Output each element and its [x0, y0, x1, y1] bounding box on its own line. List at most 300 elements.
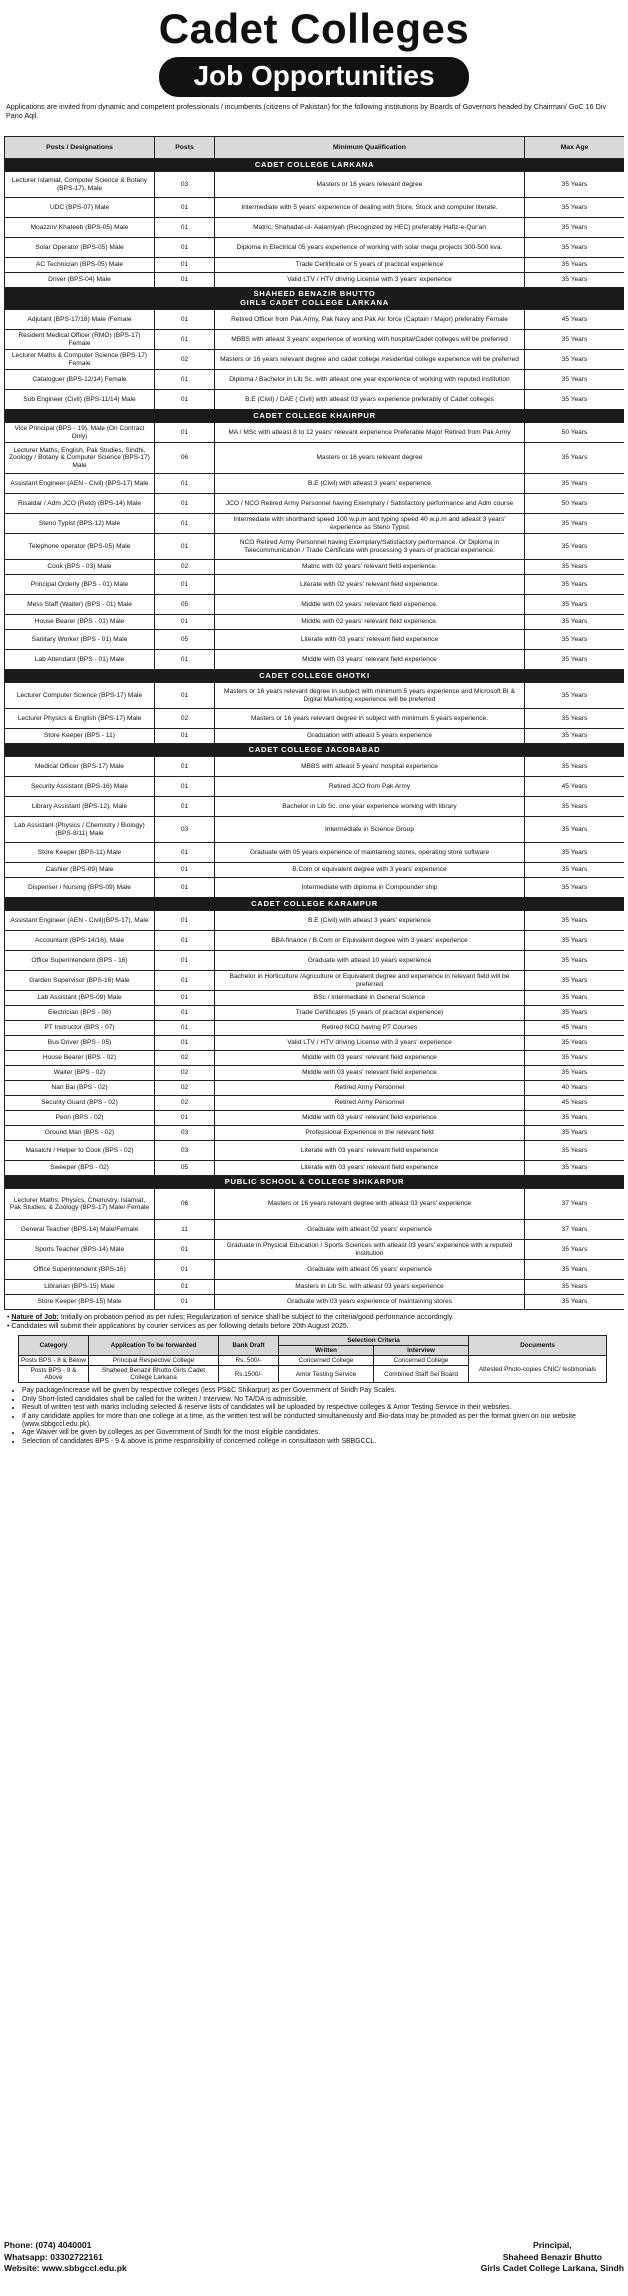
post-designation: Lecturer Maths & Computer Science (BPS-17) Female	[5, 350, 155, 370]
qualification: Retired Army Personnel	[215, 1081, 525, 1096]
max-age: 45 Years	[525, 777, 625, 797]
section-title-line: CADET COLLEGE GHOTKI	[259, 670, 370, 680]
footer	[4, 2240, 624, 2290]
sel-cell: Principal Respective College	[89, 1355, 219, 1365]
sel-header-documents: Documents	[469, 1335, 607, 1355]
post-designation: Security Guard (BPS - 02)	[5, 1096, 155, 1111]
max-age: 35 Years	[525, 1260, 625, 1280]
qualification: JCO / NCO Retired Army Personnel having Exemplary / Satisfactory performance and Adm course	[215, 494, 525, 514]
condition-item: • If any candidate applies for more than one college at a time, as the written test will be conducted simultaneously and Bio-data may be provided as per the format given on our website (www.sbbgccl.edu.pk).	[22, 1413, 621, 1430]
qualification: B.E (Civil) / DAE ( Civil) with atleast 03 years experience preferably of Cadet colleges	[215, 390, 525, 410]
section-title	[5, 288, 625, 310]
qualification: Middle with 03 years' relevant field experience	[215, 650, 525, 670]
qualification: Graduate with atleast 10 years experience	[215, 951, 525, 971]
post-count: 01	[155, 494, 215, 514]
max-age: 35 Years	[525, 218, 625, 238]
signatory-title: Principal,	[533, 2240, 572, 2250]
post-designation: Office Superintendent (BPS-16)	[5, 1260, 155, 1280]
section-title	[5, 159, 625, 172]
table-row	[5, 931, 625, 951]
post-count: 01	[155, 1295, 215, 1310]
post-count: 01	[155, 757, 215, 777]
post-designation: Moazzin/ Khateeb (BPS-05) Male	[5, 218, 155, 238]
qualification: MBBS with atleast 3 years' experience of working with hospital/Cadet colleges will be preferred	[215, 330, 525, 350]
table-row	[5, 238, 625, 258]
section-header	[5, 898, 625, 911]
qualification: Graduation with atleast 5 years experience	[215, 729, 525, 744]
max-age: 35 Years	[525, 1280, 625, 1295]
post-designation: Steno Typist (BPS-12) Male	[5, 514, 155, 534]
post-designation: Store Keeper (BPS-11) Male	[5, 843, 155, 863]
condition-item: • Age Waiver will be given by colleges as per Government of Sindh for the most eligible candidates.	[22, 1429, 621, 1437]
section-title	[5, 744, 625, 757]
table-row	[5, 729, 625, 744]
table-row	[5, 330, 625, 350]
table-row	[5, 1295, 625, 1310]
table-row	[5, 595, 625, 615]
max-age: 40 Years	[525, 1081, 625, 1096]
table-row	[5, 423, 625, 443]
table-row	[5, 172, 625, 198]
table-row	[5, 1220, 625, 1240]
table-row	[5, 218, 625, 238]
max-age: 50 Years	[525, 423, 625, 443]
qualification: Bachelor in Horticulture /Agriculture or Equivalent degree and experience in relevant field will be preferred	[215, 971, 525, 991]
whatsapp: Whatsapp: 03302722161	[4, 2251, 103, 2262]
post-designation: Ground Man (BPS - 02)	[5, 1126, 155, 1141]
table-row	[5, 709, 625, 729]
sel-cell: Rs.1500/-	[219, 1366, 279, 1383]
section-title-line: PUBLIC SCHOOL & COLLEGE SHIKARPUR	[224, 1176, 405, 1186]
section-title-line: GIRLS CADET COLLEGE LARKANA	[240, 297, 389, 307]
table-row	[5, 777, 625, 797]
post-designation: Sweeper (BPS - 02)	[5, 1161, 155, 1176]
table-row	[5, 951, 625, 971]
post-count: 01	[155, 514, 215, 534]
qualification: NCO Retired Army Personnel having Exemplary/Satisfactory performance. Or Diploma in Telecommunication / Trade Certificate with processing 3 years of practical experience.	[215, 534, 525, 560]
post-designation: Store Keeper (BPS - 11)	[5, 729, 155, 744]
post-designation: Cataloguer (BPS-12/14) Female	[5, 370, 155, 390]
post-designation: Risaldar / Adm JCO (Retd) (BPS-14) Male	[5, 494, 155, 514]
post-count: 01	[155, 931, 215, 951]
sel-cell: Shaheed Benazir Bhutto Girls Cadet College Larkana	[89, 1366, 219, 1383]
condition-item: • Pay package/increase will be given by respective colleges (less PS&C Shikarpur) as per Government of Sindh Pay Scales.	[22, 1387, 621, 1395]
table-row	[5, 370, 625, 390]
post-count: 01	[155, 951, 215, 971]
sel-header-criteria: Selection Criteria	[279, 1335, 469, 1345]
max-age: 35 Years	[525, 863, 625, 878]
post-designation: PT Instructor (BPS - 07)	[5, 1021, 155, 1036]
post-count: 01	[155, 273, 215, 288]
post-designation: Security Assistant (BPS-16) Male	[5, 777, 155, 797]
table-row	[5, 911, 625, 931]
table-row	[5, 575, 625, 595]
max-age: 50 Years	[525, 494, 625, 514]
max-age: 35 Years	[525, 683, 625, 709]
post-designation: Lab Attendant (BPS - 01) Male	[5, 650, 155, 670]
section-header	[5, 1176, 625, 1189]
section-title-line: CADET COLLEGE LARKANA	[254, 159, 375, 169]
post-count: 01	[155, 1036, 215, 1051]
qualification: Intermediate with diploma in Compounder ship	[215, 878, 525, 898]
post-count: 01	[155, 218, 215, 238]
table-row	[5, 683, 625, 709]
nature-label: Nature of Job:	[11, 1314, 59, 1321]
post-designation: Lecturer Computer Science (BPS-17) Male	[5, 683, 155, 709]
post-count: 01	[155, 797, 215, 817]
max-age: 35 Years	[525, 991, 625, 1006]
table-row	[5, 1096, 625, 1111]
post-count: 11	[155, 1220, 215, 1240]
post-count: 01	[155, 683, 215, 709]
qualification: Literate with 03 years' relevant field experience	[215, 630, 525, 650]
section-header	[5, 744, 625, 757]
table-row	[5, 494, 625, 514]
submission-note: • Candidates will submit their applications by courier services as per following details before 20th August 2025.	[7, 1322, 349, 1330]
post-designation: Assistant Engineer (AEN - Civil)(BPS-17), Male	[5, 911, 155, 931]
signature-block	[481, 2240, 624, 2290]
table-row	[5, 534, 625, 560]
post-count: 06	[155, 1189, 215, 1220]
max-age: 35 Years	[525, 729, 625, 744]
post-count: 01	[155, 911, 215, 931]
max-age: 35 Years	[525, 971, 625, 991]
post-designation: Librarian (BPS-15) Male	[5, 1280, 155, 1295]
section-header	[5, 159, 625, 172]
post-designation: Peon (BPS - 02)	[5, 1111, 155, 1126]
post-designation: Nan Bai (BPS - 02)	[5, 1081, 155, 1096]
banner-row	[4, 58, 624, 96]
table-row	[5, 971, 625, 991]
max-age: 35 Years	[525, 817, 625, 843]
qualification: Middle with 02 years' relevant field experience.	[215, 595, 525, 615]
section-title-line: CADET COLLEGE KARAMPUR	[251, 898, 378, 908]
selection-header-row	[19, 1335, 607, 1345]
website-link[interactable]: Website: www.sbbgccl.edu.pk	[4, 2263, 127, 2274]
qualification: Masters in Lib Sc. with atleast 03 years experience	[215, 1280, 525, 1295]
page-title: Cadet Colleges	[158, 4, 470, 52]
qualification: Intermediate with shorthand speed 100 w.p.m and typing speed 40 w.p.m and atleast 3 years' experience as Steno Typist	[215, 514, 525, 534]
table-row	[5, 273, 625, 288]
post-count: 03	[155, 172, 215, 198]
post-designation: Cook (BPS - 03) Male	[5, 560, 155, 575]
table-row	[5, 310, 625, 330]
qualification: Masters or 16 years relevant degree and cadet college /residential college experience will be preferred	[215, 350, 525, 370]
notes	[4, 1310, 624, 1332]
post-count: 06	[155, 443, 215, 474]
table-row	[5, 615, 625, 630]
section-title	[5, 1176, 625, 1189]
jobs-body	[5, 159, 625, 1310]
advertisement	[4, 0, 624, 2296]
max-age: 35 Years	[525, 1006, 625, 1021]
qualification: Graduate with atleast 02 years' experience	[215, 1220, 525, 1240]
max-age: 35 Years	[525, 1240, 625, 1260]
post-count: 02	[155, 1081, 215, 1096]
table-row	[5, 1240, 625, 1260]
table-row	[5, 1006, 625, 1021]
sel-header-category: Category	[19, 1335, 89, 1355]
max-age: 35 Years	[525, 757, 625, 777]
nature-text: Initially on probation period as per rules; Regularization of service shall be subject to the criteria/good performance accordingly.	[60, 1314, 454, 1321]
post-count: 01	[155, 777, 215, 797]
table-row	[5, 1051, 625, 1066]
table-row	[5, 1126, 625, 1141]
table-row	[5, 198, 625, 218]
post-count: 05	[155, 595, 215, 615]
max-age: 37 Years	[525, 1189, 625, 1220]
max-age: 35 Years	[525, 330, 625, 350]
max-age: 35 Years	[525, 198, 625, 218]
section-header	[5, 410, 625, 423]
qualification: B.E (Civil) with atleast 3 years' experience	[215, 474, 525, 494]
qualification: Literate with 03 years' relevant field experience	[215, 1161, 525, 1176]
sel-documents: Attested Photo-copies CNIC/ testimonials	[469, 1355, 607, 1383]
max-age: 35 Years	[525, 1141, 625, 1161]
table-row	[5, 443, 625, 474]
post-designation: Vice Principal (BPS - 19), Male (On Contract Only)	[5, 423, 155, 443]
post-count: 01	[155, 991, 215, 1006]
table-row	[5, 1161, 625, 1176]
max-age: 35 Years	[525, 843, 625, 863]
qualification: Graduate with 05 years experience of maintaining stores, operating store software	[215, 843, 525, 863]
qualification: Graduate with 03 years experience of maintaining stores	[215, 1295, 525, 1310]
max-age: 35 Years	[525, 878, 625, 898]
condition-item: • Result of written test with marks including selected & reserve lists of candidates will be uploaded by respective colleges & Amor Testing Service in their websites.	[22, 1404, 621, 1412]
max-age: 35 Years	[525, 1295, 625, 1310]
qualification: Retired JCO from Pak Army	[215, 777, 525, 797]
post-count: 01	[155, 238, 215, 258]
max-age: 35 Years	[525, 1036, 625, 1051]
col-header-max-age: Max Age	[525, 137, 625, 159]
post-count: 01	[155, 878, 215, 898]
col-header-posts: Posts	[155, 137, 215, 159]
post-designation: Dispenser / Nursing (BPS-09) Male	[5, 878, 155, 898]
section-title-line: CADET COLLEGE JACOBABAD	[248, 744, 381, 754]
selection-row	[19, 1355, 607, 1365]
qualification: Intermediate in Science Group	[215, 817, 525, 843]
table-row	[5, 650, 625, 670]
max-age: 35 Years	[525, 534, 625, 560]
max-age: 35 Years	[525, 797, 625, 817]
table-row	[5, 863, 625, 878]
qualification: Diploma / Bachelor in Lib Sc. with atleast one year experience of working with reputed institution	[215, 370, 525, 390]
post-count: 03	[155, 1141, 215, 1161]
max-age: 35 Years	[525, 650, 625, 670]
post-designation: AC Technician (BPS-05) Male	[5, 258, 155, 273]
max-age: 45 Years	[525, 310, 625, 330]
post-count: 01	[155, 575, 215, 595]
max-age: 35 Years	[525, 630, 625, 650]
post-designation: Medical Officer (BPS-17) Male	[5, 757, 155, 777]
table-row	[5, 514, 625, 534]
jobs-header-row	[5, 137, 625, 159]
section-header	[5, 288, 625, 310]
post-designation: Bus Driver (BPS - 05)	[5, 1036, 155, 1051]
qualification: Middle with 03 years' relevant field experience	[215, 1066, 525, 1081]
sel-header-forwarded: Application To be forwarded	[89, 1335, 219, 1355]
qualification: BBA finance / B.Com or Equivalent degree with 3 years' experience	[215, 931, 525, 951]
post-designation: Driver (BPS-04) Male	[5, 273, 155, 288]
qualification: Diploma in Electrical 05 years experience of working with solar mega projects 300-500 kva.	[215, 238, 525, 258]
post-designation: General Teacher (BPS-14) Male/Female	[5, 1220, 155, 1240]
section-title	[5, 670, 625, 683]
max-age: 35 Years	[525, 595, 625, 615]
max-age: 35 Years	[525, 390, 625, 410]
qualification: Retired NCO having PT Courses	[215, 1021, 525, 1036]
qualification: MBBS with atleast 5 years' hospital experience	[215, 757, 525, 777]
qualification: Trade Certificates (5 years of practical experience)	[215, 1006, 525, 1021]
max-age: 35 Years	[525, 1161, 625, 1176]
qualification: Valid LTV / HTV driving License with 3 years' experience	[215, 273, 525, 288]
post-designation: Sports Teacher (BPS-14) Male	[5, 1240, 155, 1260]
post-designation: House Bearer (BPS - 02)	[5, 1051, 155, 1066]
qualification: Retired Army Personnel	[215, 1096, 525, 1111]
section-title	[5, 410, 625, 423]
post-count: 01	[155, 258, 215, 273]
max-age: 35 Years	[525, 951, 625, 971]
qualification: Matric with 02 years' relevant field experience.	[215, 560, 525, 575]
table-row	[5, 797, 625, 817]
max-age: 35 Years	[525, 443, 625, 474]
post-count: 02	[155, 560, 215, 575]
qualification: Masters or 16 years relevant degree with atleast 03 years' experience	[215, 1189, 525, 1220]
post-designation: Accountant (BPS-14/16), Male	[5, 931, 155, 951]
post-designation: Sanitary Worker (BPS - 01) Male	[5, 630, 155, 650]
post-designation: Cashier (BPS-09) Male	[5, 863, 155, 878]
post-count: 02	[155, 1066, 215, 1081]
table-row	[5, 1066, 625, 1081]
signatory-name: Shaheed Benazir Bhutto	[502, 2251, 603, 2262]
selection-criteria-table	[18, 1335, 607, 1384]
qualification: Professional Experience in the relevant field	[215, 1126, 525, 1141]
post-designation: House Bearer (BPS - 01) Male	[5, 615, 155, 630]
qualification: Middle with 02 years' relevant field experience.	[215, 615, 525, 630]
max-age: 35 Years	[525, 615, 625, 630]
table-row	[5, 258, 625, 273]
sel-cell: Concerned College	[374, 1355, 469, 1365]
post-count: 01	[155, 1240, 215, 1260]
post-designation: Office Superintendent (BPS - 16)	[5, 951, 155, 971]
post-designation: Solar Operator (BPS-05) Male	[5, 238, 155, 258]
conditions-list	[4, 1383, 624, 1446]
contact-block	[4, 2240, 127, 2290]
qualification: Bachelor in Lib Sc. one year experience working with library	[215, 797, 525, 817]
sel-cell: Rs. 500/-	[219, 1355, 279, 1365]
post-count: 01	[155, 370, 215, 390]
sel-header-interview: Interview	[374, 1345, 469, 1355]
table-row	[5, 817, 625, 843]
col-header-posts-designations: Posts / Designations	[5, 137, 155, 159]
post-count: 01	[155, 863, 215, 878]
table-row	[5, 474, 625, 494]
signatory-college: Girls Cadet College Larkana, Sindh	[480, 2263, 624, 2274]
qualification: Masters or 16 years relevant degree	[215, 172, 525, 198]
max-age: 35 Years	[525, 172, 625, 198]
qualification: Retired Officer from Pak Army, Pak Navy and Pak Air force (Captain / Major) preferably Female	[215, 310, 525, 330]
post-designation: Lecturer Physics & English (BPS-17) Male	[5, 709, 155, 729]
max-age: 35 Years	[525, 238, 625, 258]
post-count: 01	[155, 423, 215, 443]
qualification: Matric, Shahadat-ul- Aalamiyah (Recognized by HEC) preferably Hafiz-e-Qur'an	[215, 218, 525, 238]
post-designation: UDC (BPS-07) Male	[5, 198, 155, 218]
sel-header-bank-draft: Bank Draft	[219, 1335, 279, 1355]
qualification: Trade Certificate or 5 years of practical experience	[215, 258, 525, 273]
col-header-qualification: Minimum Qualification	[215, 137, 525, 159]
table-row	[5, 630, 625, 650]
post-count: 01	[155, 650, 215, 670]
post-count: 03	[155, 1126, 215, 1141]
post-count: 01	[155, 534, 215, 560]
table-row	[5, 991, 625, 1006]
table-row	[5, 1189, 625, 1220]
post-designation: Adjutant (BPS-17/18) Male /Female	[5, 310, 155, 330]
post-designation: Lecturer Maths, English, Pak Studies, Sindhi, Zoology / Botany & Computer Science (BPS-17) Male	[5, 443, 155, 474]
post-count: 02	[155, 709, 215, 729]
section-header	[5, 670, 625, 683]
post-designation: Lab Assistant (BPS-09) Male	[5, 991, 155, 1006]
intro-text: Applications are invited from dynamic and competent professionals / incumbents (citizens of Pakistan) for the following institutions by Boards of Governors headed by Chairman/ GoC 16 Div Pano Aqil.	[6, 102, 607, 120]
post-designation: Principal Orderly (BPS - 01) Male	[5, 575, 155, 595]
sel-cell: Combined Staff Sel Board	[374, 1366, 469, 1383]
condition-item: • Only Short-listed candidates shall be called for the written / Interview. No TA/DA is admissible.	[22, 1396, 621, 1404]
post-count: 01	[155, 474, 215, 494]
section-title-line: SHAHEED BENAZIR BHUTTO	[253, 289, 376, 298]
section-title	[5, 898, 625, 911]
post-count: 05	[155, 630, 215, 650]
table-row	[5, 843, 625, 863]
qualification: Masters or 16 years relevant degree in subject with minimum 5 years experience and Microsoft BI & Digital Marketing experience will be preferred	[215, 683, 525, 709]
phone: Phone: (074) 4040001	[4, 2240, 92, 2250]
table-row	[5, 1111, 625, 1126]
post-count: 02	[155, 350, 215, 370]
qualification: Graduate with atleast 05 years' experience	[215, 1260, 525, 1280]
post-count: 01	[155, 615, 215, 630]
post-designation: Waiter (BPS - 02)	[5, 1066, 155, 1081]
table-row	[5, 1260, 625, 1280]
post-designation: Garden Supervisor (BPS-16) Male	[5, 971, 155, 991]
qualification: B.E (Civil) with atleast 3 years' experience	[215, 911, 525, 931]
qualification: Literate with 02 years' relevant field experience.	[215, 575, 525, 595]
max-age: 45 Years	[525, 1096, 625, 1111]
table-row	[5, 1141, 625, 1161]
max-age: 35 Years	[525, 931, 625, 951]
job-opportunities-banner: Job Opportunities	[159, 57, 468, 97]
max-age: 35 Years	[525, 560, 625, 575]
max-age: 35 Years	[525, 273, 625, 288]
post-designation: Sub Engineer (Civil) (BPS-11/14) Male	[5, 390, 155, 410]
max-age: 35 Years	[525, 1126, 625, 1141]
post-designation: Resident Medical Officer (RMO) (BPS-17) Female	[5, 330, 155, 350]
post-designation: Electrician (BPS - 08)	[5, 1006, 155, 1021]
post-designation: Store Keeper (BPS-15) Male	[5, 1295, 155, 1310]
post-count: 01	[155, 310, 215, 330]
post-count: 01	[155, 1006, 215, 1021]
post-count: 03	[155, 817, 215, 843]
table-row	[5, 1036, 625, 1051]
sel-cell: Concerned College	[279, 1355, 374, 1365]
post-count: 01	[155, 330, 215, 350]
max-age: 37 Years	[525, 1220, 625, 1240]
table-row	[5, 350, 625, 370]
table-row	[5, 1280, 625, 1295]
sel-cell: Posts BPS - 9 & Above	[19, 1366, 89, 1383]
post-count: 01	[155, 1021, 215, 1036]
max-age: 35 Years	[525, 474, 625, 494]
post-count: 05	[155, 1161, 215, 1176]
post-count: 01	[155, 729, 215, 744]
qualification: MA / MSc with atleast 8 to 12 years' relevant experience Preferable Major Retired from Pak Army	[215, 423, 525, 443]
